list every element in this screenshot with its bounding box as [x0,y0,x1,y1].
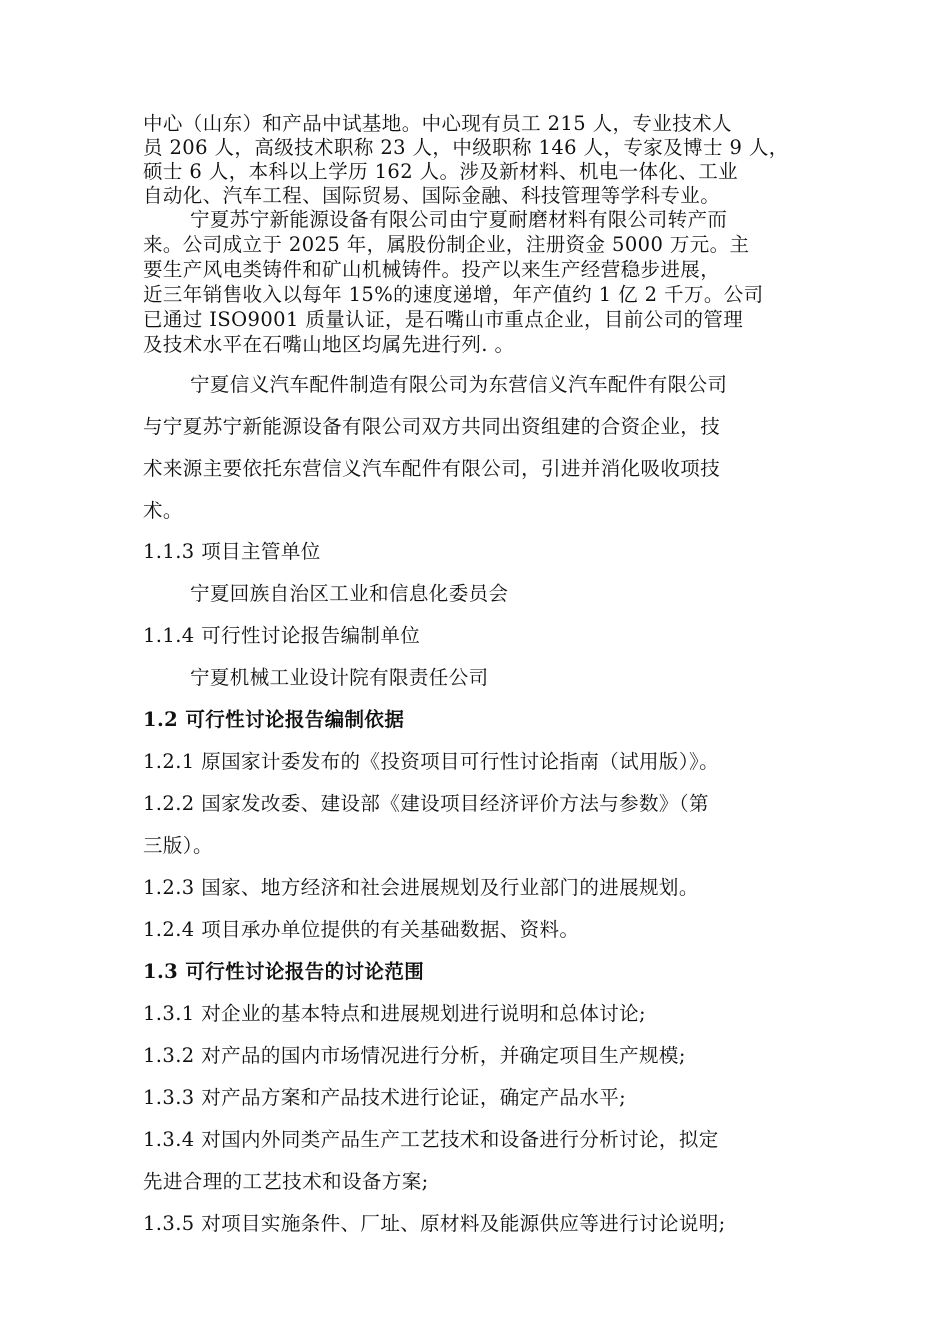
section-heading-bold: 1.3 可行性讨论报告的讨论范围 [143,960,425,983]
list-item: 1.3.5 对项目实施条件、厂址、原材料及能源供应等进行讨论说明; [143,1212,726,1235]
text-line: 要生产风电类铸件和矿山机械铸件。投产以来生产经营稳步进展， [143,258,721,281]
list-item: 先进合理的工艺技术和设备方案; [143,1170,429,1193]
list-item: 1.3.2 对产品的国内市场情况进行分析，并确定项目生产规模; [143,1044,686,1067]
text-line: 硕士 6 人，本科以上学历 162 人。涉及新材料、机电一体化、工业 [143,160,739,183]
text-line: 近三年销售收入以每年 15%的速度递增，年产值约 1 亿 2 千万。公司 [143,283,764,306]
text-line: 已通过 ISO9001 质量认证，是石嘴山市重点企业，目前公司的管理 [143,308,744,331]
list-item: 1.2.2 国家发改委、建设部《建设项目经济评价方法与参数》（第 [143,792,709,815]
list-item: 1.3.4 对国内外同类产品生产工艺技术和设备进行分析讨论，拟定 [143,1128,719,1151]
text-line: 术来源主要依托东营信义汽车配件有限公司，引进并消化吸收项技 [143,457,721,480]
section-body: 宁夏机械工业设计院有限责任公司 [190,666,489,689]
list-item: 三版）。 [143,834,213,857]
section-heading-bold: 1.2 可行性讨论报告编制依据 [143,708,405,731]
section-heading: 1.1.4 可行性讨论报告编制单位 [143,624,421,647]
text-line: 中心（山东）和产品中试基地。中心现有员工 215 人，专业技术人 [143,112,732,135]
section-body: 宁夏回族自治区工业和信息化委员会 [190,582,509,605]
text-line: 自动化、汽车工程、国际贸易、国际金融、科技管理等学科专业。 [143,184,721,207]
text-line: 宁夏苏宁新能源设备有限公司由宁夏耐磨材料有限公司转产而 [190,208,728,231]
text-line: 来。公司成立于 2025 年，属股份制企业，注册资金 5000 万元。主 [143,233,750,256]
text-line: 及技术水平在石嘴山地区均属先进行列. 。 [143,333,515,356]
section-heading: 1.1.3 项目主管单位 [143,540,321,563]
list-item: 1.2.3 国家、地方经济和社会进展规划及行业部门的进展规划。 [143,876,699,899]
list-item: 1.3.1 对企业的基本特点和进展规划进行说明和总体讨论; [143,1002,646,1025]
list-item: 1.2.4 项目承办单位提供的有关基础数据、资料。 [143,918,580,941]
list-item: 1.2.1 原国家计委发布的《投资项目可行性讨论指南（试用版）》。 [143,750,720,773]
text-line: 员 206 人，高级技术职称 23 人，中级职称 146 人，专家及博士 9 人， [143,136,789,159]
list-item: 1.3.3 对产品方案和产品技术进行论证，确定产品水平; [143,1086,627,1109]
text-line: 宁夏信义汽车配件制造有限公司为东营信义汽车配件有限公司 [190,373,728,396]
text-line: 与宁夏苏宁新能源设备有限公司双方共同出资组建的合资企业，技 [143,415,721,438]
text-line: 术。 [143,499,183,522]
